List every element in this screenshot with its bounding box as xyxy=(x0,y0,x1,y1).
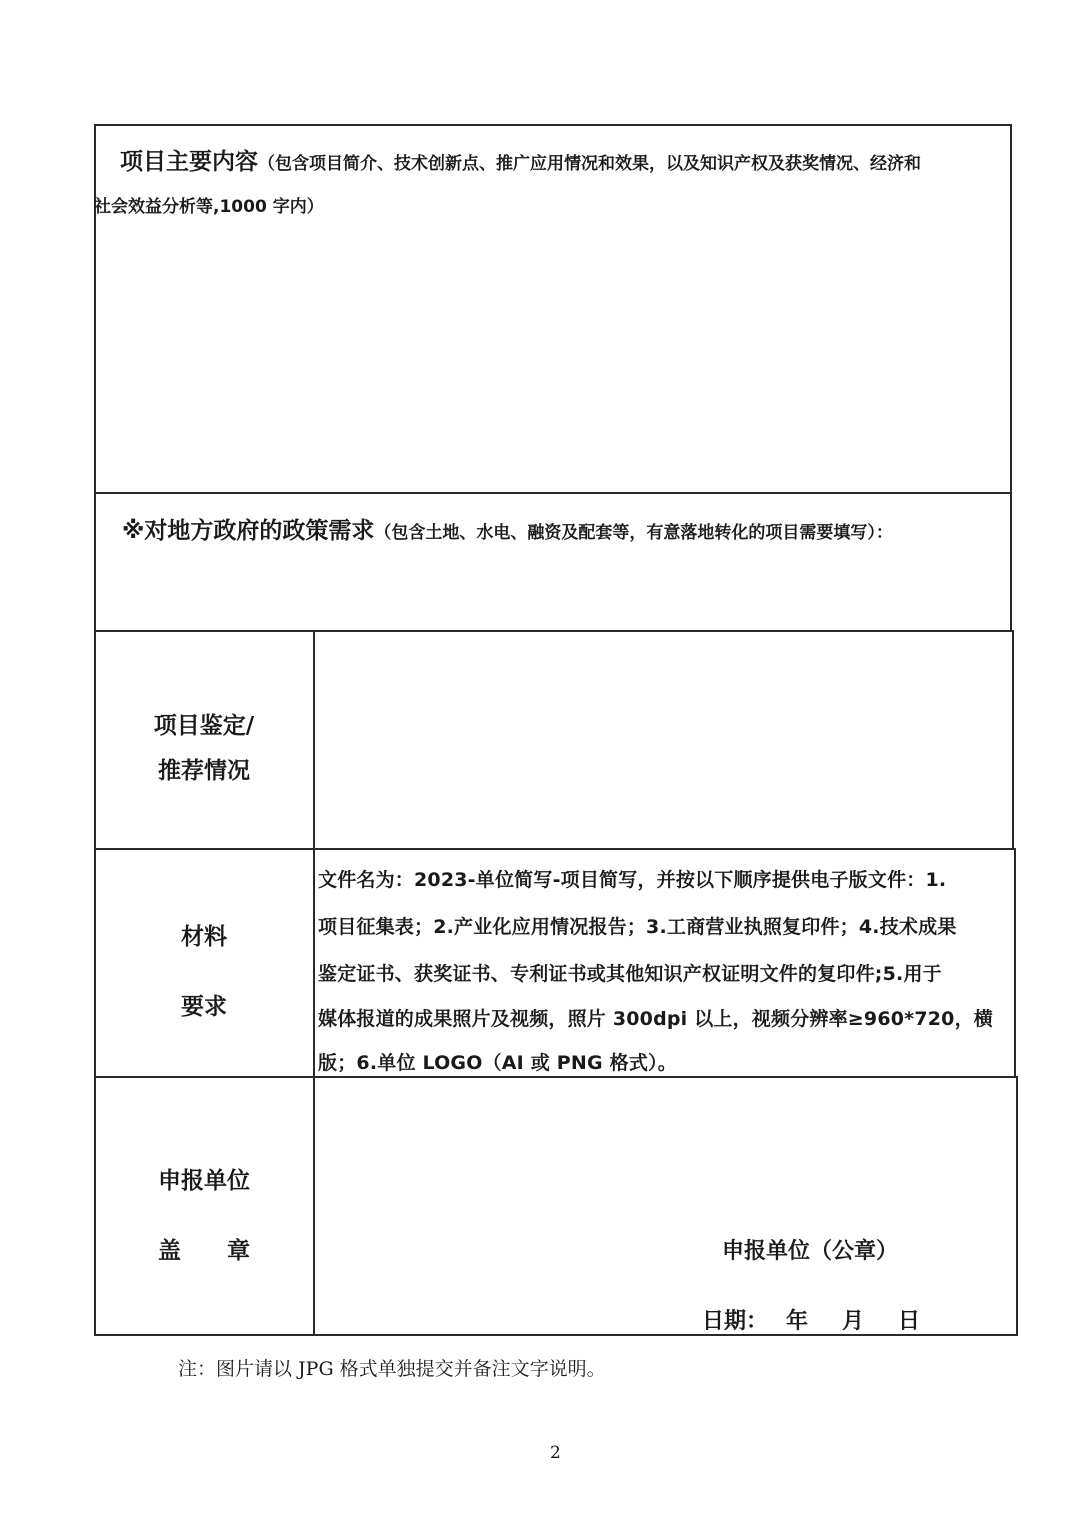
policy-input-area[interactable] xyxy=(96,545,1010,630)
materials-label-line1: 材料 xyxy=(181,924,227,950)
seal-label-line1: 申报单位 xyxy=(158,1168,250,1194)
seal-column-divider xyxy=(313,1076,315,1336)
appraisal-label-line2: 推荐情况 xyxy=(158,758,250,784)
seal-stamp-area[interactable] xyxy=(316,1078,1016,1228)
materials-line1-c: 文件：1. xyxy=(867,869,947,891)
appraisal-label-line1: 项目鉴定/ xyxy=(153,713,255,739)
date-month[interactable]: 月 xyxy=(842,1309,865,1334)
materials-column-divider xyxy=(313,848,315,1078)
policy-section-title: ※对地方政府的政策需求 xyxy=(122,518,375,544)
date-year[interactable]: 年 xyxy=(786,1309,809,1334)
date-label: 日期： xyxy=(702,1309,769,1334)
appraisal-column-divider xyxy=(313,630,315,850)
materials-text-line5: 版；6.单位 LOGO（AI 或 PNG 格式）。 xyxy=(318,1052,677,1074)
policy-section-desc: （包含土地、水电、融资及配套等，有意落地转化的项目需要填写）： xyxy=(374,523,893,543)
appraisal-input-area[interactable] xyxy=(316,632,1012,848)
footnote: 注：图片请以 JPG 格式单独提交并备注文字说明。 xyxy=(178,1358,606,1380)
materials-line1-a: 文件名为：2023-单位简写-项目简写，并按以下顺序提供 xyxy=(318,869,811,891)
materials-label-line2: 要求 xyxy=(181,994,227,1020)
materials-text-line4: 媒体报道的成果照片及视频，照片 300dpi 以上，视频分辨率≥960*720，横 xyxy=(318,1008,993,1030)
seal-stamp-text: 申报单位（公章） xyxy=(722,1239,899,1264)
materials-text-line1 xyxy=(318,865,946,892)
date-day[interactable]: 日 xyxy=(898,1309,921,1334)
content-input-area[interactable] xyxy=(96,220,1010,490)
materials-text-line2: 项目征集表；2.产业化应用情况报告；3.工商营业执照复印件；4.技术成果 xyxy=(318,916,957,938)
page-number: 2 xyxy=(550,1443,561,1463)
content-section-desc-cont: 社会效益分析等,1000 字内） xyxy=(94,197,324,217)
policy-section-heading xyxy=(122,512,893,545)
content-section-heading xyxy=(120,143,921,176)
materials-line1-emphasis: 电子版 xyxy=(810,869,868,891)
divider-policy xyxy=(94,492,1012,494)
seal-label-line2: 盖 章 xyxy=(158,1238,250,1264)
materials-text-line3: 鉴定证书、获奖证书、专利证书或其他知识产权证明文件的复印件;5.用于 xyxy=(318,963,942,985)
content-section-desc: （包含项目简介、技术创新点、推广应用情况和效果，以及知识产权及获奖情况、经济和 xyxy=(258,154,921,174)
content-section-title: 项目主要内容 xyxy=(120,149,258,175)
